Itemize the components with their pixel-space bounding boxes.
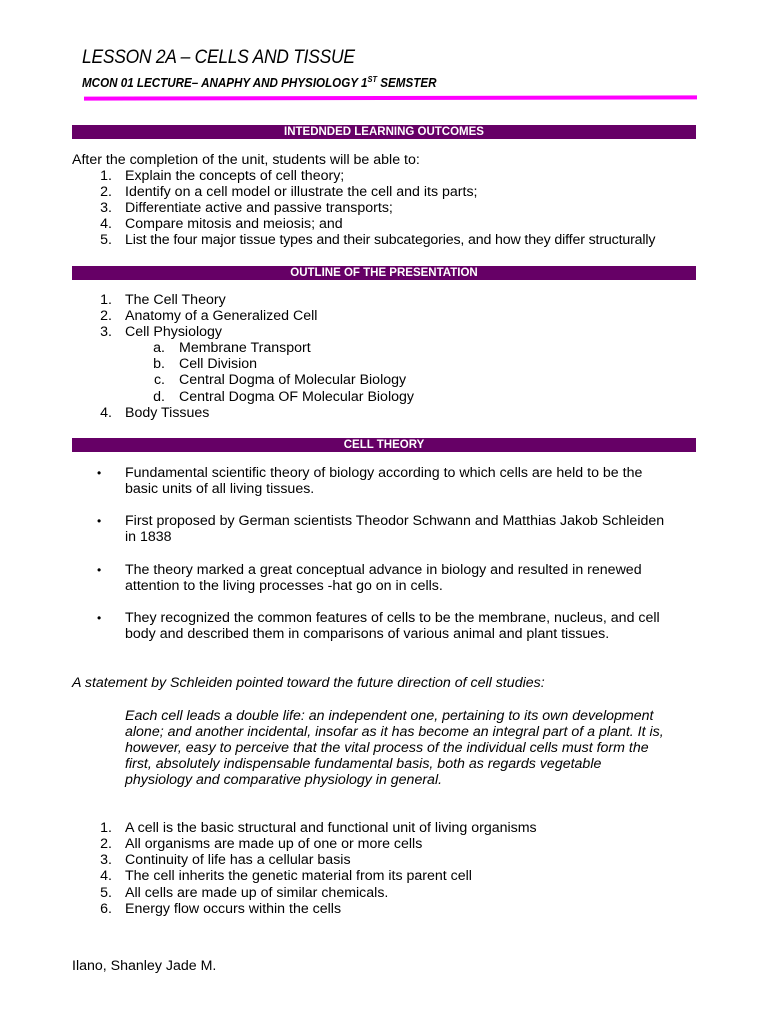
bullet-text-line: basic units of all living tissues. [125,481,315,497]
list-text: Central Dogma of Molecular Biology [179,372,407,388]
quote-line: however, easy to perceive that the vital process of the individual cells must form the [125,740,649,756]
footer-author: Ilano, Shanley Jade M. [72,958,217,974]
course-subtitle [82,75,436,90]
list-text: Cell Physiology [125,324,222,340]
bullet-marker: • [97,514,102,528]
list-text: The Cell Theory [125,292,226,308]
list-number: 2. [100,184,112,200]
list-text: Identify on a cell model or illustrate the cell and its parts; [125,184,478,200]
list-text: All organisms are made up of one or more cells [125,836,423,852]
list-text: Cell Division [179,356,258,372]
list-number: 2. [100,836,112,852]
quote-line: Each cell leads a double life: an independent one, pertaining to its own development [125,708,654,724]
list-number: 3. [100,852,112,868]
list-number: 3. [100,324,112,340]
list-number: 5. [100,232,112,248]
list-number: 6. [100,901,112,917]
bullet-marker: • [97,611,102,625]
list-number: 1. [100,292,112,308]
quote-line: physiology and comparative physiology in general. [125,772,443,788]
list-text: Body Tissues [125,405,210,421]
bullet-text-line: The theory marked a great conceptual advance in biology and resulted in renewed [125,562,642,578]
outcomes-intro: After the completion of the unit, students will be able to: [72,152,420,168]
list-text: The cell inherits the genetic material from its parent cell [125,868,472,884]
outline-heading: OUTLINE OF THE PRESENTATION [72,266,696,280]
bullet-marker: • [97,466,102,480]
list-text: Compare mitosis and meiosis; and [125,216,343,232]
header-divider [84,95,697,100]
subtitle-end: SEMSTER [377,76,437,91]
subtitle-main: MCON 01 LECTURE– ANAPHY AND PHYSIOLOGY 1 [82,76,368,91]
quote-line: first, absolutely indispensable fundamental basis, both as regards vegetable [125,756,602,772]
bullet-text-line: attention to the living processes -hat go on in cells. [125,578,443,594]
list-text: All cells are made up of similar chemicals. [125,885,389,901]
list-number: 4. [100,868,112,884]
list-letter: a. [153,340,165,356]
lesson-title: LESSON 2A – CELLS AND TISSUE [82,47,355,68]
quote-line: alone; and another incidental, insofar as it has become an integral part of a plant. It is, [125,724,664,740]
list-letter: b. [153,356,165,372]
outcomes-heading: INTEDNDED LEARNING OUTCOMES [72,125,696,139]
bullet-text-line: They recognized the common features of cells to be the membrane, nucleus, and cell [125,610,660,626]
bullet-text-line: in 1838 [125,529,172,545]
list-letter: d. [153,389,165,405]
statement-intro: A statement by Schleiden pointed toward the future direction of cell studies: [72,675,545,691]
list-number: 3. [100,200,112,216]
bullet-text-line: body and described them in comparisons of various animal and plant tissues. [125,626,610,642]
bullet-text-line: First proposed by German scientists Theodor Schwann and Matthias Jakob Schleiden [125,513,665,529]
list-text: Explain the concepts of cell theory; [125,168,345,184]
list-text: Differentiate active and passive transports; [125,200,393,216]
list-number: 1. [100,820,112,836]
cell-theory-heading: CELL THEORY [72,438,696,452]
list-number: 4. [100,405,112,421]
list-text: List the four major tissue types and their subcategories, and how they differ structurally [125,232,656,248]
list-text: Continuity of life has a cellular basis [125,852,351,868]
list-text: Energy flow occurs within the cells [125,901,342,917]
list-number: 5. [100,885,112,901]
list-number: 2. [100,308,112,324]
list-letter: c. [153,372,165,388]
subtitle-superscript: ST [367,75,378,84]
bullet-marker: • [97,563,102,577]
list-text: A cell is the basic structural and functional unit of living organisms [125,820,537,836]
list-text: Anatomy of a Generalized Cell [125,308,318,324]
list-number: 4. [100,216,112,232]
bullet-text-line: Fundamental scientific theory of biology according to which cells are held to be the [125,465,643,481]
list-text: Membrane Transport [179,340,311,356]
list-number: 1. [100,168,112,184]
list-text: Central Dogma OF Molecular Biology [179,389,414,405]
